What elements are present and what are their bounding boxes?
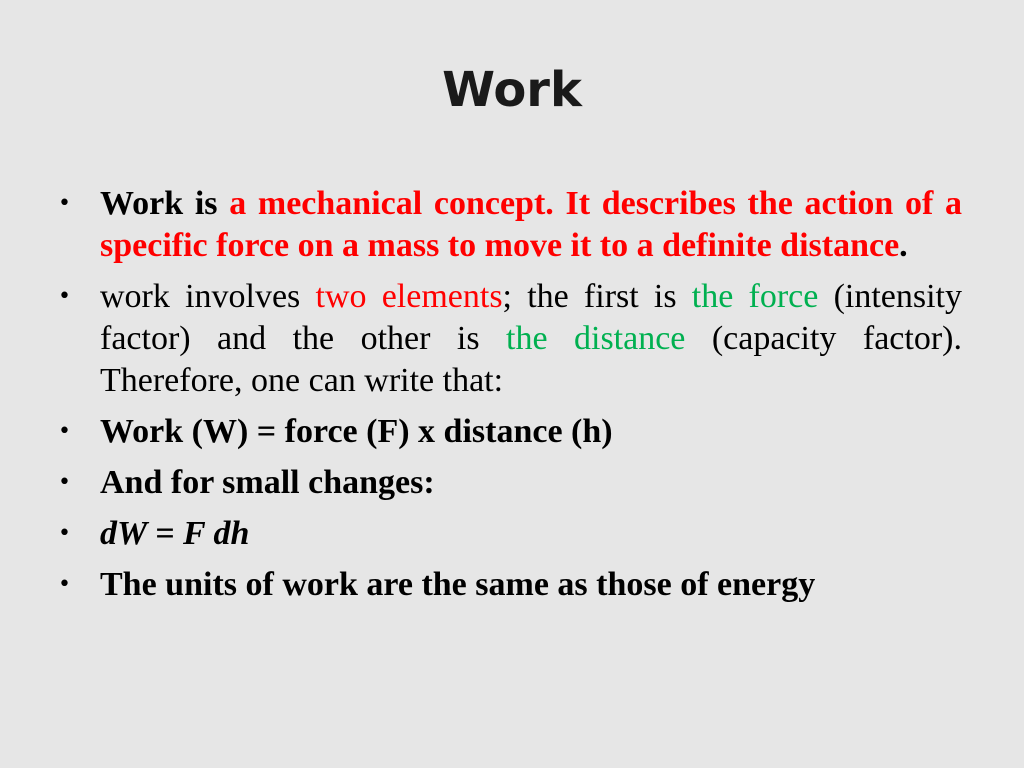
text-segment-red: two elements: [315, 278, 503, 315]
bullet-work-formula: [58, 411, 962, 453]
text-segment: (intensity factor) and the other is: [100, 278, 963, 357]
text-segment: And for small changes:: [100, 464, 435, 501]
text-segment: work involves: [100, 278, 316, 315]
bullet-work-definition: [58, 183, 962, 267]
bullet-list: [58, 183, 962, 615]
text-segment-green: the force: [691, 278, 819, 315]
text-segment-green: the distance: [506, 320, 686, 357]
text-segment: ; the first is: [502, 278, 692, 315]
bullet-dot-icon: •: [58, 284, 71, 309]
bullet-dot-icon: •: [58, 521, 71, 546]
text-segment: dW = F dh: [100, 515, 250, 552]
bullet-small-changes: [58, 462, 962, 504]
bullet-dot-icon: •: [58, 572, 71, 597]
text-segment: Work (W) = force (F) x distance (h): [100, 413, 613, 450]
bullet-dot-icon: •: [58, 191, 71, 216]
bullet-dot-icon: •: [58, 470, 71, 495]
text-segment: .: [899, 227, 908, 264]
text-segment: (capacity factor). Therefore, one can write that:: [100, 320, 962, 399]
bullet-units: [58, 564, 962, 606]
slide-title: Work: [442, 62, 582, 118]
text-segment-red: a mechanical concept. It describes the action of a specific force on a mass to move it to a definite distance: [100, 185, 962, 264]
text-segment: Work is: [100, 185, 230, 222]
text-segment: The units of work are the same as those of energy: [100, 566, 816, 603]
bullet-work-elements: [58, 276, 962, 402]
bullet-differential-formula: [58, 513, 962, 555]
bullet-dot-icon: •: [58, 419, 71, 444]
